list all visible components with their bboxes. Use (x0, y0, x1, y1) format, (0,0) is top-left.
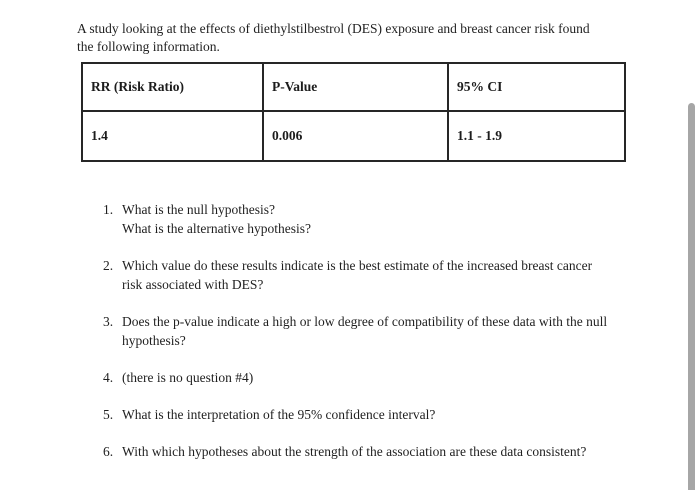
intro-line: the following information. (77, 39, 220, 54)
question-text: What is the null hypothesis? What is the alternative hypothesis? (122, 202, 311, 236)
question-text: What is the interpretation of the 95% confidence interval? (122, 407, 436, 422)
cell-risk-ratio: 1.4 (82, 111, 263, 161)
cell-p-value: 0.006 (263, 111, 448, 161)
intro-paragraph (77, 20, 652, 57)
question-text: Which value do these results indicate is the best estimate of the increased breast cancer risk associated with DES? (122, 258, 593, 292)
header-95-ci: 95% CI (448, 63, 625, 111)
question-number: 3. (103, 314, 114, 329)
question-number: 5. (103, 407, 114, 422)
scrollbar-thumb[interactable] (688, 103, 695, 490)
question-4 (103, 368, 643, 387)
question-2 (103, 256, 643, 294)
question-text: (there is no question #4) (122, 370, 254, 385)
header-p-value: P-Value (263, 63, 448, 111)
question-number: 4. (103, 370, 114, 385)
question-number: 2. (103, 258, 114, 273)
results-table (81, 62, 626, 162)
table-row (82, 111, 625, 161)
question-text: With which hypotheses about the strength of the association are these data consistent? (122, 444, 587, 459)
question-6 (103, 442, 643, 461)
header-risk-ratio: RR (Risk Ratio) (82, 63, 263, 111)
cell-95-ci: 1.1 - 1.9 (448, 111, 625, 161)
intro-line: A study looking at the effects of diethylstilbestrol (DES) exposure and breast cancer risk found (77, 20, 590, 36)
question-number: 6. (103, 444, 114, 459)
question-5 (103, 405, 643, 424)
question-text: Does the p-value indicate a high or low degree of compatibility of these data with the null hypothesis? (122, 314, 608, 348)
question-list (103, 200, 643, 479)
question-3 (103, 312, 643, 350)
question-1 (103, 200, 643, 238)
table-header-row (82, 63, 625, 111)
question-number: 1. (103, 202, 114, 217)
